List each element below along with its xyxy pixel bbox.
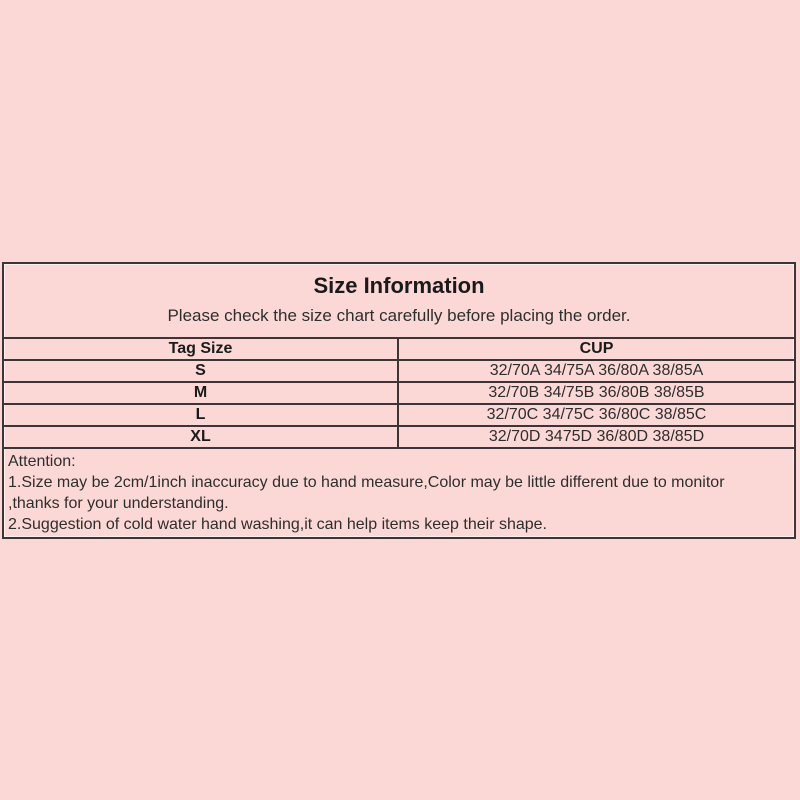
attention-section [4, 447, 794, 537]
table-row-l [4, 403, 794, 425]
page-subtitle: Please check the size chart carefully before placing the order. [167, 306, 631, 325]
column-header-tag-size: Tag Size [4, 339, 399, 359]
title-section [4, 264, 794, 337]
size-label: XL [4, 427, 399, 447]
attention-line: ,thanks for your understanding. [8, 495, 229, 512]
size-label: L [4, 405, 399, 425]
table-row-xl [4, 425, 794, 447]
cup-value: 32/70A 34/75A 36/80A 38/85A [489, 362, 704, 379]
table-row-s [4, 359, 794, 381]
column-header-cup: CUP [579, 340, 614, 357]
size-label: S [4, 361, 399, 381]
cup-value: 32/70B 34/75B 36/80B 38/85B [488, 384, 705, 401]
size-info-panel [2, 262, 796, 539]
attention-line: 1.Size may be 2cm/1inch inaccuracy due to hand measure,Color may be little different due to monitor [8, 474, 725, 491]
cup-value: 32/70C 34/75C 36/80C 38/85C [486, 406, 707, 423]
table-header-row [4, 337, 794, 359]
attention-line: 2.Suggestion of cold water hand washing,it can help items keep their shape. [8, 516, 547, 533]
attention-heading: Attention: [8, 453, 76, 470]
page-title: Size Information [313, 273, 485, 298]
cup-value: 32/70D 3475D 36/80D 38/85D [488, 428, 705, 445]
size-label: M [4, 383, 399, 403]
table-row-m [4, 381, 794, 403]
